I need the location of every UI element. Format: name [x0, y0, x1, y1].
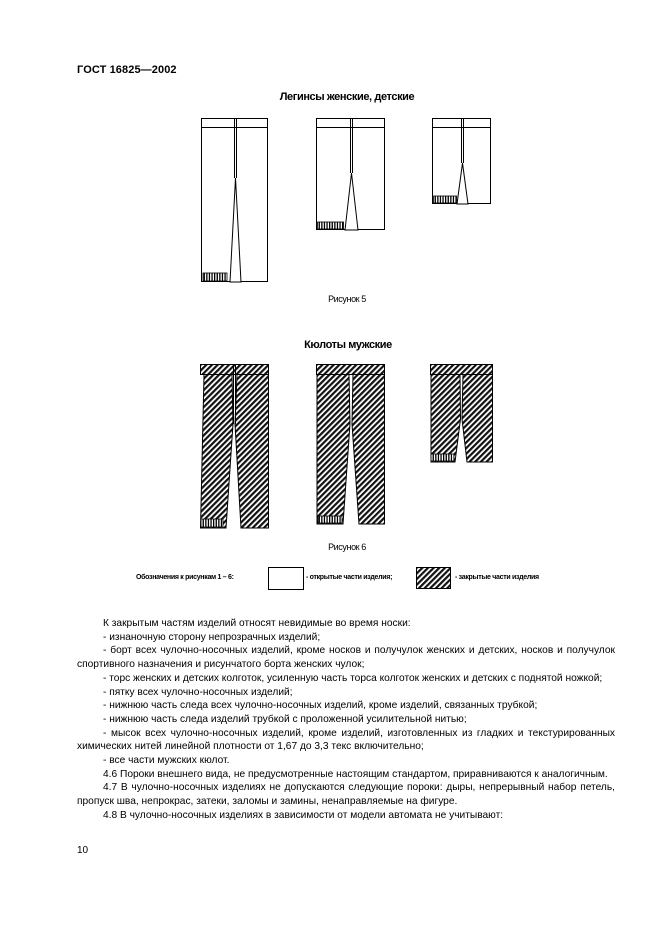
legend-closed-label: - закрытые части изделия [455, 574, 539, 581]
legend-closed-swatch [416, 567, 452, 590]
paragraph: - пятку всех чулочно-носочных изделий; [103, 686, 293, 698]
figure6-culottes-short [430, 364, 494, 464]
paragraph: 4.6 Пороки внешнего вида, не предусмотренные настоящим стандартом, приравниваются к аналогичным. [103, 768, 608, 780]
paragraph: К закрытым частям изделий относят невидимые во время носки: [103, 618, 411, 629]
paragraph: - мысок всех чулочно-носочных изделий, кроме изделий, изготовленных из гладких и текстурированных химических нитей линейной плотности от 1,67 до 3,3 текс включительно; [77, 727, 615, 753]
figure5-leggings-short [432, 118, 493, 206]
figure5-leggings-long [201, 118, 269, 284]
paragraph: - торс женских и детских колготок, усиленную часть торса колготок женских и детских с поднятой ножкой; [103, 672, 603, 684]
figure5-leggings-medium [316, 118, 386, 232]
figure5-title: Легинсы женские, детские [279, 91, 415, 103]
figure6-caption: Рисунок 6 [328, 542, 366, 552]
legend-open-label: - открытые части изделия; [306, 574, 393, 581]
paragraph: - все части мужских кюлот. [103, 755, 230, 767]
legend-open-swatch [268, 567, 304, 590]
paragraph: - изнаночную сторону непрозрачных изделий; [103, 631, 321, 643]
paragraph: - нижнюю часть следа изделий трубкой с проложенной усилительной нитью; [103, 713, 467, 725]
paragraph: - борт всех чулочно-носочных изделий, кроме носков и получулок женских и детских, носков и получулок спортивного назначения и рисунчатого борта женских чулок; [77, 645, 615, 671]
figure6-title: Кюлоты мужские [304, 339, 392, 351]
paragraph: - нижнюю часть следа всех чулочно-носочных изделий, кроме изделий, связанных трубкой; [103, 700, 538, 712]
paragraph: 4.7 В чулочно-носочных изделиях не допускаются следующие пороки: дыры, непрерывный набор петель, пропуск шва, непрокрас, затеки, заломы и замины, ненаправляемые на фигуре. [77, 782, 615, 808]
standard-header: ГОСТ 16825—2002 [77, 64, 177, 76]
figure5-caption: Рисунок 5 [328, 294, 366, 304]
legend-intro: Обозначения к рисункам 1 – 6: [136, 574, 234, 581]
page-number: 10 [77, 845, 89, 856]
figure6-culottes-long [200, 364, 270, 530]
figure6-culottes-medium [316, 364, 386, 526]
body-text [77, 617, 615, 823]
paragraph: 4.8 В чулочно-носочных изделиях в зависимости от модели автомата не учитывают: [103, 809, 504, 821]
